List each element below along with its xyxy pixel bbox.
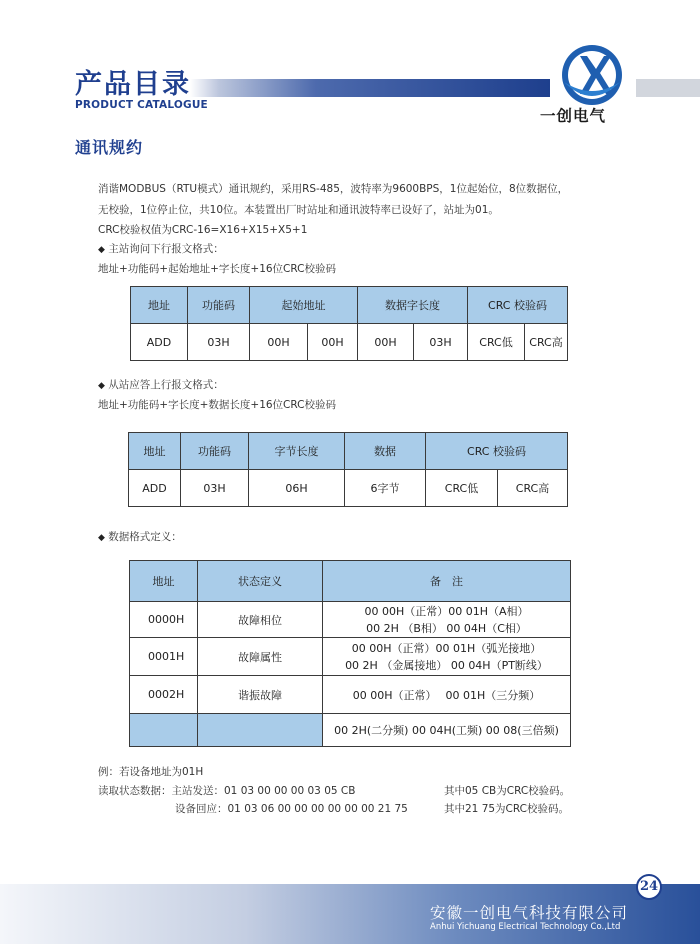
response-cell: CRC低 xyxy=(426,470,498,507)
remark-line: 00 00H（正常）00 01H（弧光接地） xyxy=(351,641,542,655)
response-cell: ADD xyxy=(129,470,181,507)
crc-line: CRC校验权值为CRC-16=X16+X15+X5+1 xyxy=(98,224,308,236)
query-cell: 00H xyxy=(358,324,414,361)
query-cell: 03H xyxy=(188,324,250,361)
query-bullet-title: 主站询问下行报文格式： xyxy=(108,243,224,255)
data-state-cell: 故障属性 xyxy=(198,638,323,676)
response-header-crc: CRC 校验码 xyxy=(426,433,568,470)
response-bullet-title: 从站应答上行报文格式： xyxy=(108,379,224,391)
page-number: 24 xyxy=(636,874,662,900)
diamond-bullet-icon: ◆ xyxy=(98,533,105,543)
example-note-1: 其中05 CB为CRC校验码。 xyxy=(444,785,571,797)
response-header-byte-length: 字节长度 xyxy=(249,433,345,470)
table-row xyxy=(130,602,571,638)
data-format-bullet-title: 数据格式定义： xyxy=(108,531,182,543)
query-header-start-address: 起始地址 xyxy=(250,287,358,324)
data-state-cell xyxy=(198,714,323,747)
data-addr-cell: 0000H xyxy=(130,602,198,638)
query-table xyxy=(130,286,568,361)
data-state-cell: 谐振故障 xyxy=(198,676,323,714)
table-row xyxy=(130,638,571,676)
catalogue-title: 产品目录 xyxy=(75,69,191,100)
intro-line-2: 无校验，1位停止位，共10位。本装置出厂时站址和通讯波特率已设好了，站址为01。 xyxy=(98,204,499,216)
query-header-word-length: 数据字长度 xyxy=(358,287,468,324)
response-bullet xyxy=(98,377,224,392)
response-cell: 06H xyxy=(249,470,345,507)
query-cell: CRC高 xyxy=(525,324,568,361)
remark-line: 00 00H（正常）00 01H（A相） xyxy=(364,604,529,618)
data-addr-cell: 0001H xyxy=(130,638,198,676)
company-name-cn: 安徽一创电气科技有限公司 xyxy=(430,904,629,922)
data-addr-cell xyxy=(130,714,198,747)
company-logo-icon xyxy=(556,42,628,112)
query-header-crc: CRC 校验码 xyxy=(468,287,568,324)
query-format: 地址+功能码+起始地址+字长度+16位CRC校验码 xyxy=(98,263,336,275)
table-row xyxy=(130,714,571,747)
response-table xyxy=(128,432,568,507)
example-line-2: 读取状态数据：主站发送：01 03 00 00 00 03 05 CB xyxy=(98,785,356,797)
query-header-function: 功能码 xyxy=(188,287,250,324)
response-header-address: 地址 xyxy=(129,433,181,470)
remark-line: 00 2H （金属接地） 00 04H（PT断线） xyxy=(345,658,548,672)
data-header-remarks: 备 注 xyxy=(323,561,571,602)
query-cell: 03H xyxy=(414,324,468,361)
data-state-cell: 故障相位 xyxy=(198,602,323,638)
intro-line-1: 消谐MODBUS（RTU模式）通讯规约，采用RS-485，波特率为9600BPS，1位起始位，8位数据位， xyxy=(98,183,569,195)
diamond-bullet-icon: ◆ xyxy=(98,381,105,391)
company-name-en: Anhui Yichuang Electrical Technology Co.,Ltd xyxy=(430,922,621,932)
header-stripe xyxy=(190,79,550,97)
data-remark-cell: 00 00H（正常） 00 01H（三分频） xyxy=(323,676,571,714)
data-header-state: 状态定义 xyxy=(198,561,323,602)
response-format: 地址+功能码+字长度+数据长度+16位CRC校验码 xyxy=(98,399,336,411)
logo-text: 一创电气 xyxy=(540,107,607,125)
query-cell: ADD xyxy=(131,324,188,361)
query-bullet xyxy=(98,241,224,256)
response-cell: CRC高 xyxy=(498,470,568,507)
data-remark-cell xyxy=(323,602,571,638)
catalogue-subtitle: PRODUCT CATALOGUE xyxy=(75,99,208,111)
query-cell: 00H xyxy=(250,324,308,361)
response-cell: 6字节 xyxy=(345,470,426,507)
data-header-address: 地址 xyxy=(130,561,198,602)
query-cell: CRC低 xyxy=(468,324,525,361)
data-remark-cell: 00 2H(二分频) 00 04H(工频) 00 08(三倍频) xyxy=(323,714,571,747)
diamond-bullet-icon: ◆ xyxy=(98,245,105,255)
query-cell: 00H xyxy=(308,324,358,361)
query-header-address: 地址 xyxy=(131,287,188,324)
data-format-table xyxy=(129,560,571,747)
example-line-3: 设备回应：01 03 06 00 00 00 00 00 00 21 75 xyxy=(175,803,408,815)
example-note-2: 其中21 75为CRC校验码。 xyxy=(444,803,569,815)
data-format-bullet xyxy=(98,529,182,544)
remark-line: 00 2H （B相） 00 04H（C相） xyxy=(366,621,527,635)
response-header-function: 功能码 xyxy=(181,433,249,470)
response-header-data: 数据 xyxy=(345,433,426,470)
section-title: 通讯规约 xyxy=(75,138,144,157)
response-cell: 03H xyxy=(181,470,249,507)
example-line-1: 例：若设备地址为01H xyxy=(98,766,204,778)
header-stripe-right xyxy=(636,79,700,97)
table-row xyxy=(130,676,571,714)
data-remark-cell xyxy=(323,638,571,676)
data-addr-cell: 0002H xyxy=(130,676,198,714)
